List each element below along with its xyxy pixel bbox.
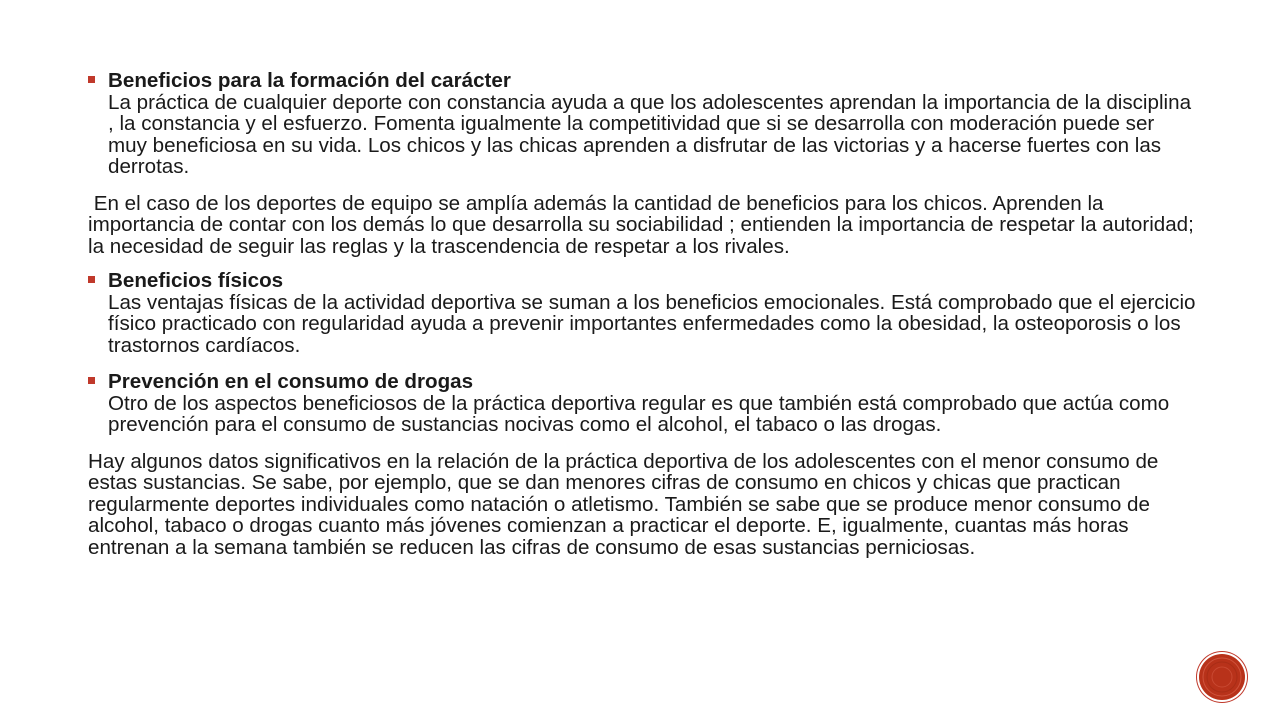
team-sports-paragraph: En el caso de los deportes de equipo se amplía además la cantidad de beneficios para los chicos. Aprenden la importancia de contar con los demás lo que desarrolla su sociabilidad ; entienden la importancia de respetar la autoridad; la necesidad de seguir las reglas y la trascendencia de respetar a los rivales.: [88, 191, 1200, 258]
square-bullet-icon: [88, 276, 95, 283]
bullet-physical: [88, 270, 1198, 356]
bullet-body: Otro de los aspectos beneficiosos de la práctica deportiva regular es que también está comprobado que actúa como prevención para el consumo de sustancias nocivas como el alcohol, el tabaco o las drogas.: [108, 391, 1170, 436]
slide-nav-button[interactable]: [1199, 654, 1245, 700]
square-bullet-icon: [88, 377, 95, 384]
bullet-character: [88, 70, 1198, 178]
bullet-drug-prevention: [88, 371, 1198, 436]
bullet-title: Beneficios físicos: [108, 269, 284, 292]
slide-content: [88, 70, 1198, 558]
decorative-circle-icon: [1199, 654, 1245, 700]
bullet-title: Prevención en el consumo de drogas: [108, 370, 474, 393]
bullet-body: La práctica de cualquier deporte con constancia ayuda a que los adolescentes aprendan la importancia de la disciplina , la constancia y el esfuerzo. Fomenta igualmente la competitividad que si se desarrolla con moderación puede ser muy beneficiosa en su vida. Los chicos y las chicas aprenden a disfrutar de las victorias y a hacerse fuertes con las derrotas.: [108, 90, 1192, 178]
data-paragraph: Hay algunos datos significativos en la relación de la práctica deportiva de los adolescentes con el menor consumo de estas sustancias. Se sabe, por ejemplo, que se dan menores cifras de consumo en chicos y chicas que practican regularmente deportes individuales como natación o atletismo. También se sabe que se produce menor consumo de alcohol, tabaco o drogas cuanto más jóvenes comienzan a practicar el deporte. E, igualmente, cuantas más horas entrenan a la semana también se reducen las cifras de consumo de esas sustancias perniciosas.: [88, 449, 1159, 559]
bullet-body: Las ventajas físicas de la actividad deportiva se suman a los beneficios emocionales. Está comprobado que el ejercicio físico practicado con regularidad ayuda a prevenir importantes enfermedades como la obesidad, la osteoporosis o los trastornos cardíacos.: [108, 290, 1196, 357]
bullet-title: Beneficios para la formación del carácter: [108, 69, 511, 92]
square-bullet-icon: [88, 76, 95, 83]
